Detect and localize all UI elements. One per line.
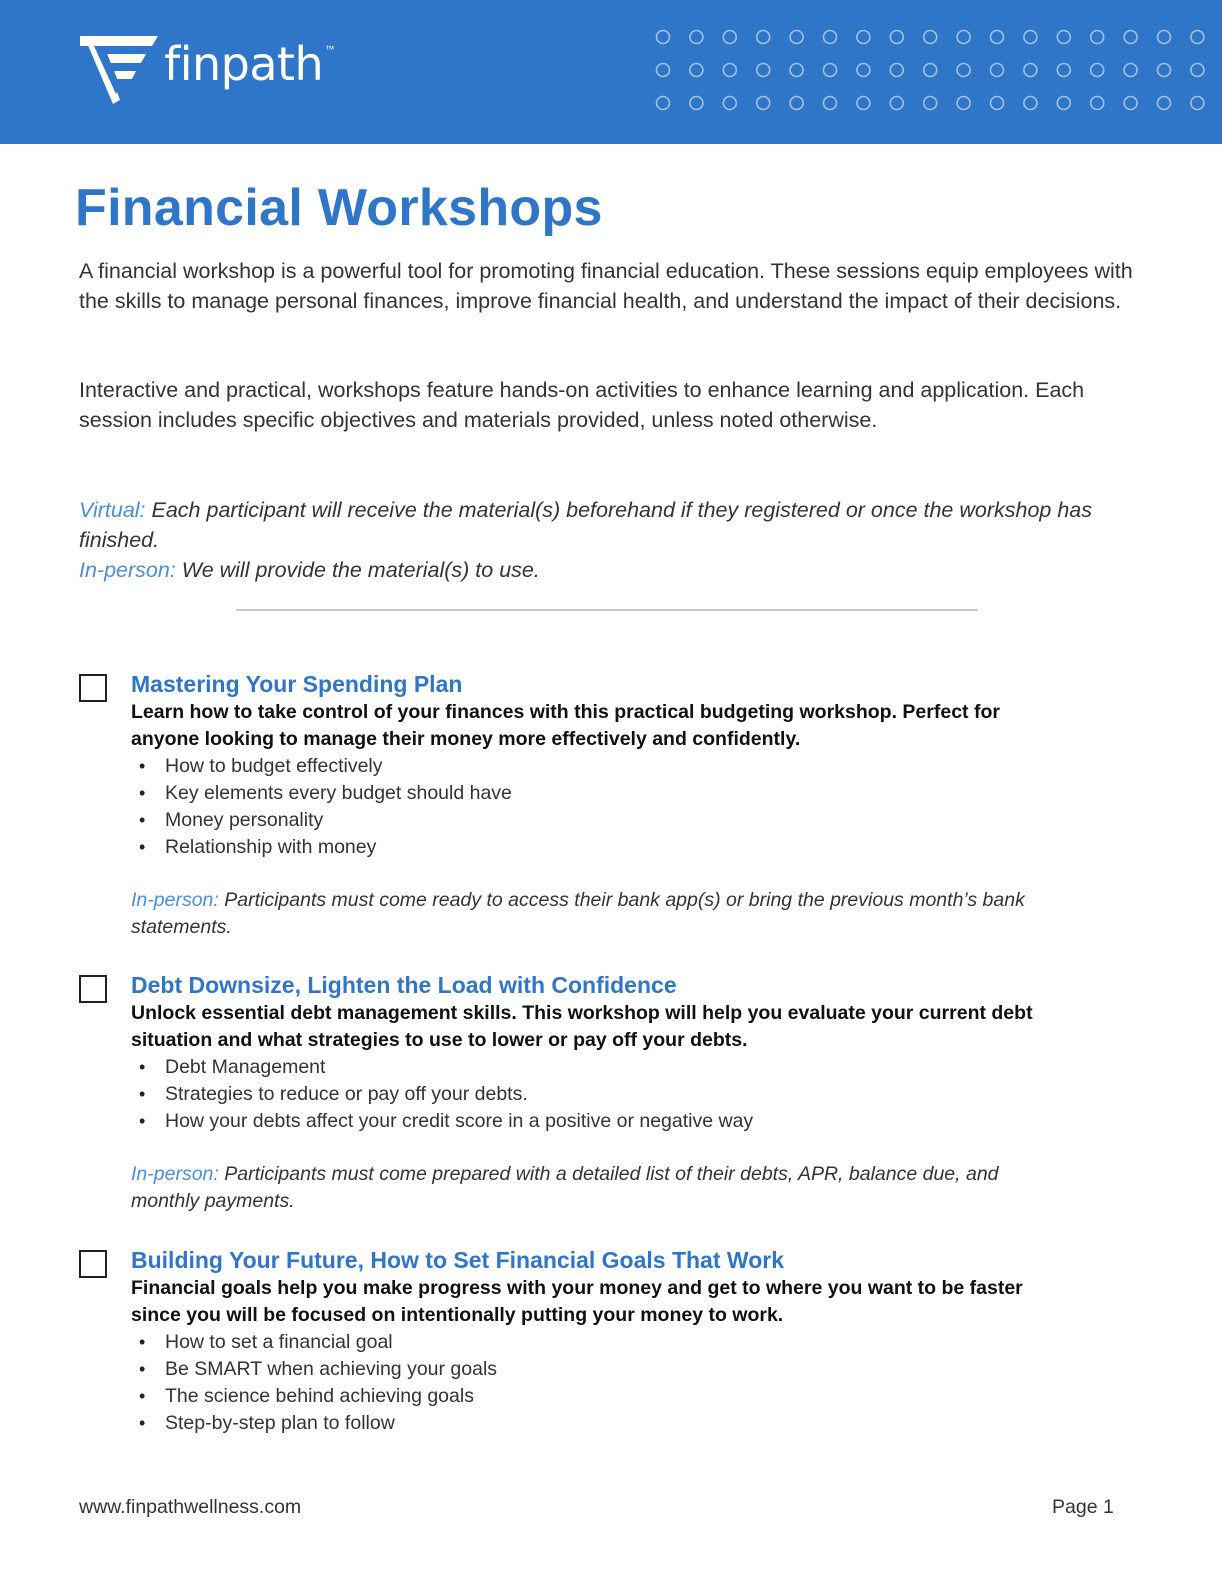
decorative-dot xyxy=(824,97,837,110)
workshop-title: Building Your Future, How to Set Financial Goals That Work xyxy=(131,1247,784,1273)
note-text: Participants must come prepared with a detailed list of their debts, APR, balance due, and monthly payments. xyxy=(131,1163,999,1212)
decorative-dot xyxy=(723,97,736,110)
decorative-dot xyxy=(1091,31,1104,44)
virtual-label: Virtual: xyxy=(79,498,146,522)
decorative-dot xyxy=(757,97,770,110)
delivery-notes xyxy=(79,495,1139,585)
decorative-dot xyxy=(1158,64,1171,77)
list-item: • The science behind achieving goals xyxy=(131,1383,1159,1410)
list-item: • Debt Management xyxy=(131,1054,1159,1081)
list-item: • How to budget effectively xyxy=(131,753,1159,780)
decorative-dot xyxy=(890,31,903,44)
decorative-dot xyxy=(824,64,837,77)
list-item: • Key elements every budget should have xyxy=(131,780,1159,807)
note-label: In-person: xyxy=(131,1163,219,1185)
decorative-dot xyxy=(1191,64,1204,77)
decorative-dot xyxy=(723,64,736,77)
inperson-text: We will provide the material(s) to use. xyxy=(175,558,540,582)
decorative-dot xyxy=(1191,31,1204,44)
page-title: Financial Workshops xyxy=(75,179,603,237)
workshop-spending-plan xyxy=(79,668,1159,941)
decorative-dot xyxy=(657,64,670,77)
decorative-dot xyxy=(857,64,870,77)
workshop-note xyxy=(131,1161,1071,1215)
decorative-dot xyxy=(1124,31,1137,44)
decorative-dot xyxy=(757,64,770,77)
workshop-checkbox[interactable] xyxy=(79,1250,107,1278)
decorative-dot xyxy=(857,97,870,110)
workshop-note xyxy=(131,887,1071,941)
decorative-dot xyxy=(690,31,703,44)
virtual-text: Each participant will receive the material(s) beforehand if they registered or once the workshop has finished. xyxy=(79,498,1093,552)
list-item: • Money personality xyxy=(131,807,1159,834)
workshop-description: Unlock essential debt management skills. This workshop will help you evaluate your current debt situation and what strategies to use to lower or pay off your debts. xyxy=(131,1002,1033,1051)
decorative-dot xyxy=(790,97,803,110)
decorative-dot xyxy=(824,31,837,44)
decorative-dot xyxy=(1091,64,1104,77)
workshop-title: Mastering Your Spending Plan xyxy=(131,671,463,697)
workshop-title: Debt Downsize, Lighten the Load with Confidence xyxy=(131,972,677,998)
section-divider xyxy=(236,609,978,611)
workshop-topic-list xyxy=(131,1054,1159,1135)
page-number: Page 1 xyxy=(1052,1496,1114,1518)
decorative-dot xyxy=(1191,97,1204,110)
list-item: • Strategies to reduce or pay off your debts. xyxy=(131,1081,1159,1108)
workshop-checkbox[interactable] xyxy=(79,975,107,1003)
decorative-dot xyxy=(924,97,937,110)
workshop-topic-list xyxy=(131,1329,1159,1437)
decorative-dot xyxy=(723,31,736,44)
list-item: • How your debts affect your credit score in a positive or negative way xyxy=(131,1108,1159,1135)
note-label: In-person: xyxy=(131,889,219,911)
workshop-checkbox[interactable] xyxy=(79,674,107,702)
inperson-label: In-person: xyxy=(79,558,176,582)
workshop-topic-list xyxy=(131,753,1159,861)
note-text: Participants must come ready to access their bank app(s) or bring the previous month’s bank statements. xyxy=(131,889,1025,938)
list-item: • How to set a financial goal xyxy=(131,1329,1159,1356)
finpath-logo-icon xyxy=(80,34,158,104)
decorative-dot xyxy=(857,31,870,44)
workshop-description: Learn how to take control of your finances with this practical budgeting workshop. Perfect for anyone looking to manage their money more effectively and confidently. xyxy=(131,701,1000,750)
decorative-dot xyxy=(1057,31,1070,44)
decorative-dot xyxy=(690,97,703,110)
decorative-dot xyxy=(757,31,770,44)
decorative-dot xyxy=(924,31,937,44)
workshop-debt-downsize xyxy=(79,969,1159,1215)
decorative-dot xyxy=(1091,97,1104,110)
decorative-dot xyxy=(657,31,670,44)
decorative-dot xyxy=(890,97,903,110)
workshop-financial-goals xyxy=(79,1244,1159,1437)
intro-paragraph-2: Interactive and practical, workshops feature hands-on activities to enhance learning and application. Each session includes specific objectives and materials provided, unless noted otherwise. xyxy=(79,378,1085,432)
decorative-dot xyxy=(1124,97,1137,110)
footer-website-link[interactable]: www.finpathwellness.com xyxy=(79,1496,302,1518)
decorative-dot xyxy=(657,97,670,110)
decorative-dot-pattern xyxy=(654,28,1222,118)
decorative-dot xyxy=(790,31,803,44)
list-item: • Be SMART when achieving your goals xyxy=(131,1356,1159,1383)
decorative-dot xyxy=(890,64,903,77)
decorative-dot xyxy=(1024,64,1037,77)
decorative-dot xyxy=(924,64,937,77)
trademark-symbol: ™ xyxy=(325,44,335,54)
list-item: • Relationship with money xyxy=(131,834,1159,861)
decorative-dot xyxy=(991,97,1004,110)
decorative-dot xyxy=(1158,31,1171,44)
workshop-description: Financial goals help you make progress with your money and get to where you want to be faster since you will be focused on intentionally putting your money to work. xyxy=(131,1277,1023,1326)
decorative-dot xyxy=(991,31,1004,44)
decorative-dot xyxy=(790,64,803,77)
list-item: • Step-by-step plan to follow xyxy=(131,1410,1159,1437)
page-header xyxy=(0,0,1222,144)
decorative-dot xyxy=(1124,64,1137,77)
decorative-dot xyxy=(1024,97,1037,110)
finpath-logo[interactable] xyxy=(80,34,334,104)
decorative-dot xyxy=(1158,97,1171,110)
decorative-dot xyxy=(690,64,703,77)
decorative-dot xyxy=(991,64,1004,77)
decorative-dot xyxy=(957,97,970,110)
decorative-dot xyxy=(1024,31,1037,44)
decorative-dot xyxy=(957,64,970,77)
decorative-dot xyxy=(1057,97,1070,110)
decorative-dot xyxy=(957,31,970,44)
brand-name: finpath xyxy=(164,37,324,91)
decorative-dot xyxy=(1057,64,1070,77)
intro-paragraph-1: A financial workshop is a powerful tool for promoting financial education. These sessions equip employees with the skills to manage personal finances, improve financial health, and understand the impact of their decisions. xyxy=(79,259,1133,313)
